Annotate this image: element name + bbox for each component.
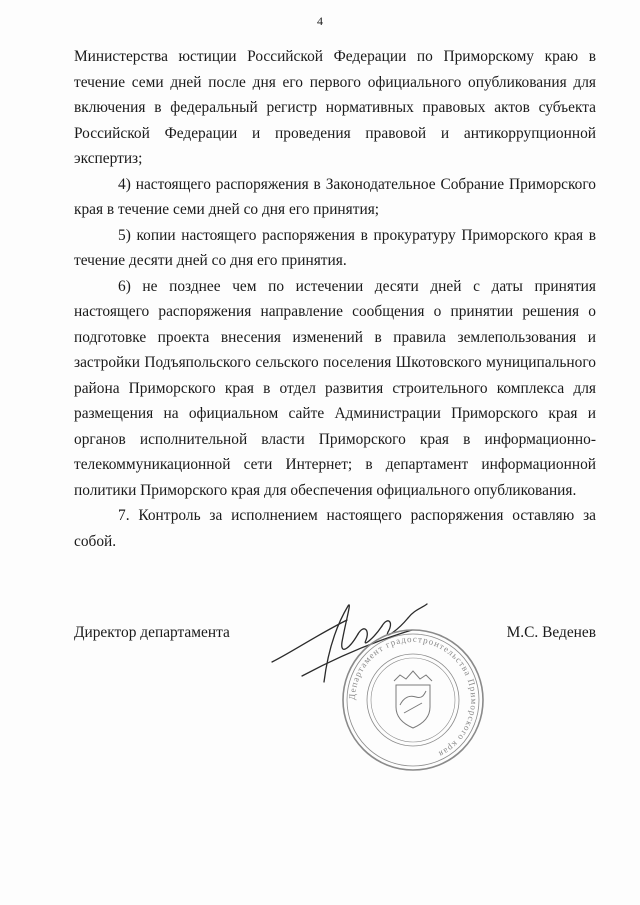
signatory-title: Директор департамента (74, 624, 230, 641)
paragraph-item-4: 4) настоящего распоряжения в Законодательное Собрание Приморского края в течение семи дней со дня его принятия; (74, 175, 596, 218)
paragraph-item-6: 6) не позднее чем по истечении десяти дней с даты принятия настоящего распоряжения направление сообщения о принятии решения о подготовке проекта внесения изменений в правила землепользования и застройки Подъяпольского сельского поселения Шкотовского муниципального района Приморского края в отдел развития строительного комплекса для размещения на официальном сайте Администрации Приморского края и органов исполнительной власти Приморского края в информационно-телекоммуникационной сети Интернет; в департамент информационной политики Приморского края для обеспечения официального опубликования. (74, 277, 596, 499)
coat-of-arms-icon (394, 671, 432, 728)
document-body (74, 44, 596, 554)
svg-text:Департамент градостроительства: Департамент градостроительства Приморского края (346, 633, 480, 760)
official-seal (338, 625, 488, 775)
paragraph-item-7: 7. Контроль за исполнением настоящего распоряжения оставляю за собой. (74, 507, 596, 550)
paragraph-item-5: 5) копии настоящего распоряжения в прокуратуру Приморского края в течение десяти дней со дня его принятия. (74, 226, 596, 269)
paragraph-continuation: Министерства юстиции Российской Федерации по Приморскому краю в течение семи дней после дня его первого официального опубликования для включения в федеральный регистр нормативных правовых актов субъекта Российской Федерации и проведения правовой и антикоррупционной экспертиз; (74, 48, 596, 167)
signatory-name: М.С. Веденев (506, 624, 596, 641)
page-number: 4 (317, 14, 323, 28)
